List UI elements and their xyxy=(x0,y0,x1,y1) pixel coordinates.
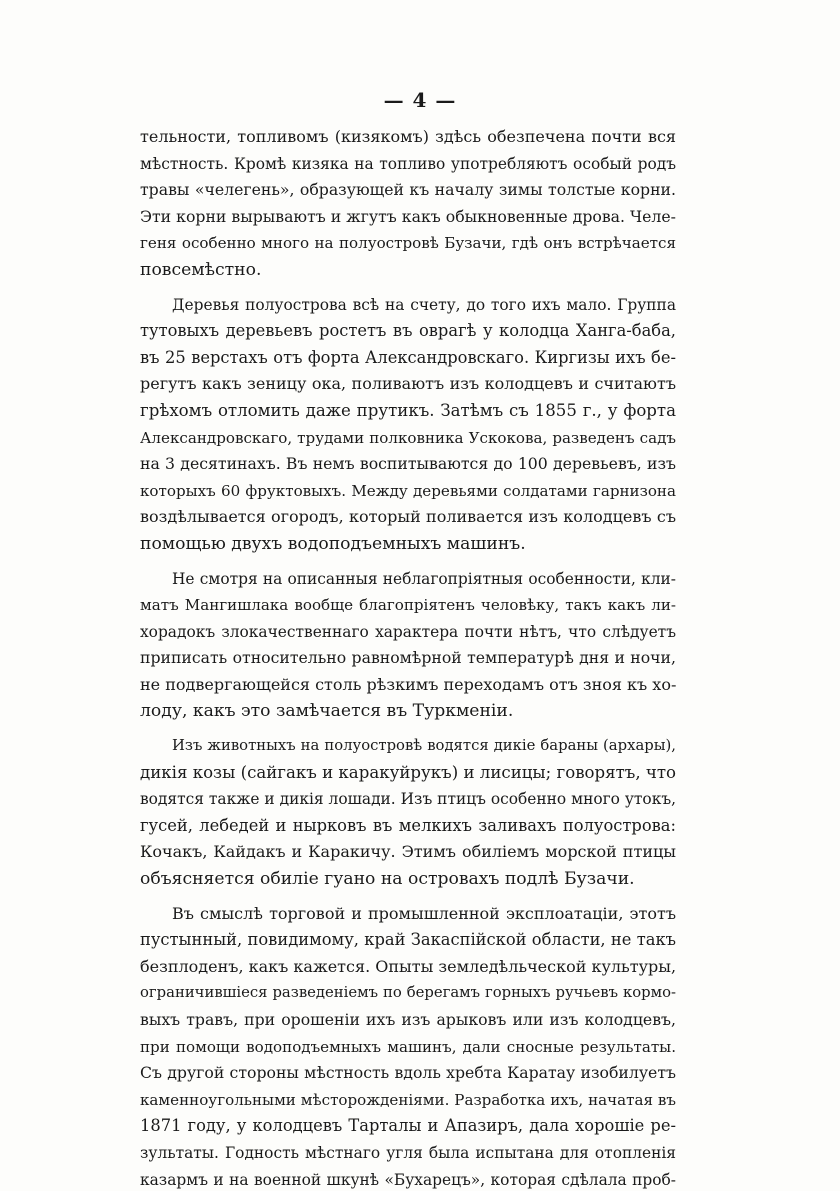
text-line: геня особенно много на полуостровѣ Бузачи, гдѣ онъ встрѣчается xyxy=(140,234,676,253)
text-line: матъ Мангишлака вообще благопріятенъ человѣку, такъ какъ ли- xyxy=(140,596,676,615)
text-line: выхъ травъ, при орошеніи ихъ изъ арыковъ или изъ колодцевъ, xyxy=(140,1010,676,1029)
text-line: Не смотря на описанныя неблагопріятныя особенности, кли- xyxy=(172,569,676,588)
text-line: тутовыхъ деревьевъ ростетъ въ оврагѣ у колодца Ханга-баба, xyxy=(140,321,676,341)
text-line: дикія козы (сайгакъ и каракуйрукъ) и лисицы; говорятъ, что xyxy=(140,762,677,782)
text-line: при помощи водоподъемныхъ машинъ, дали сносные результаты. xyxy=(140,1037,676,1056)
text-line: Эти корни вырываютъ и жгутъ какъ обыкновенные дрова. Челе- xyxy=(140,206,676,226)
text-line: ограничившіеся разведеніемъ по берегамъ горныхъ ручьевъ кормо- xyxy=(140,984,676,1002)
text-line: помощью двухъ водоподъемныхъ машинъ. xyxy=(140,533,526,554)
text-line: лоду, какъ это замѣчается въ Туркменіи. xyxy=(140,701,514,722)
text-line: пустынный, повидимому, край Закаспійской области, не такъ xyxy=(140,930,676,950)
text-line: грѣхомъ отломить даже прутикъ. Затѣмъ съ 1855 г., у форта xyxy=(140,400,676,420)
text-line: объясняется обиліе гуано на островахъ подлѣ Бузачи. xyxy=(140,869,635,890)
text-line: не подвергающейся столь рѣзкимъ переходамъ отъ зноя къ хо- xyxy=(140,674,677,694)
page-number: — 4 — xyxy=(383,88,457,112)
text-line: приписать относительно равномѣрной температурѣ дня и ночи, xyxy=(140,648,676,668)
text-line: Кочакъ, Кайдакъ и Каракичу. Этимъ обиліемъ морской птицы xyxy=(140,842,676,862)
text-line: казармъ и на военной шкунѣ «Бухарецъ», которая сдѣлала проб- xyxy=(140,1170,676,1189)
text-line: Въ смыслѣ торговой и промышленной эксплоатаціи, этотъ xyxy=(172,903,676,923)
paragraph xyxy=(140,292,676,558)
text-line: Изъ животныхъ на полуостровѣ водятся дикіе бараны (архары), xyxy=(172,737,676,755)
text-line: Деревья полуострова всѣ на счету, до того ихъ мало. Группа xyxy=(172,295,676,314)
text-line: безплоденъ, какъ кажется. Опыты земледѣльческой культуры, xyxy=(140,956,677,976)
text-line: Александровскаго, трудами полковника Ускокова, разведенъ садъ xyxy=(140,428,676,447)
text-line: хорадокъ злокачественнаго характера почти нѣтъ, что слѣдуетъ xyxy=(140,622,676,641)
text-line: на 3 десятинахъ. Въ немъ воспитываются до 100 деревьевъ, изъ xyxy=(140,454,676,474)
text-line: повсемѣстно. xyxy=(140,259,262,280)
text-line: каменноугольными мѣсторожденіями. Разработка ихъ, начатая въ xyxy=(140,1090,676,1109)
paragraph xyxy=(140,733,676,893)
paragraph xyxy=(140,124,676,284)
text-line: въ 25 верстахъ отъ форта Александровскаго. Киргизы ихъ бе- xyxy=(140,347,676,367)
text-line: травы «челегень», образующей къ началу зимы толстые корни. xyxy=(140,180,676,200)
text-line: которыхъ 60 фруктовыхъ. Между деревьями солдатами гарнизона xyxy=(140,481,676,500)
text-line: гусей, лебедей и нырковъ въ мелкихъ заливахъ полуострова: xyxy=(140,815,676,835)
text-line: тельности, топливомъ (кизякомъ) здѣсь обезпечена почти вся xyxy=(140,127,676,146)
body-text xyxy=(140,124,676,1193)
text-line: воздѣлывается огородъ, который поливается изъ колодцевъ съ xyxy=(140,507,676,527)
text-line: зультаты. Годность мѣстнаго угля была испытана для отопленія xyxy=(140,1143,676,1162)
paragraph xyxy=(140,901,676,1193)
text-line: 1871 году, у колодцевъ Тарталы и Апазиръ, дала хорошіе ре- xyxy=(140,1116,676,1136)
text-line: мѣстность. Кромѣ кизяка на топливо употребляютъ особый родъ xyxy=(140,154,676,173)
text-line: регутъ какъ зеницу ока, поливаютъ изъ колодцевъ и считаютъ xyxy=(140,374,676,394)
text-line: Съ другой стороны мѣстность вдоль хребта Каратау изобилуетъ xyxy=(140,1063,676,1083)
text-line: водятся также и дикія лошади. Изъ птицъ особенно много утокъ, xyxy=(140,790,676,809)
paragraph xyxy=(140,566,676,726)
